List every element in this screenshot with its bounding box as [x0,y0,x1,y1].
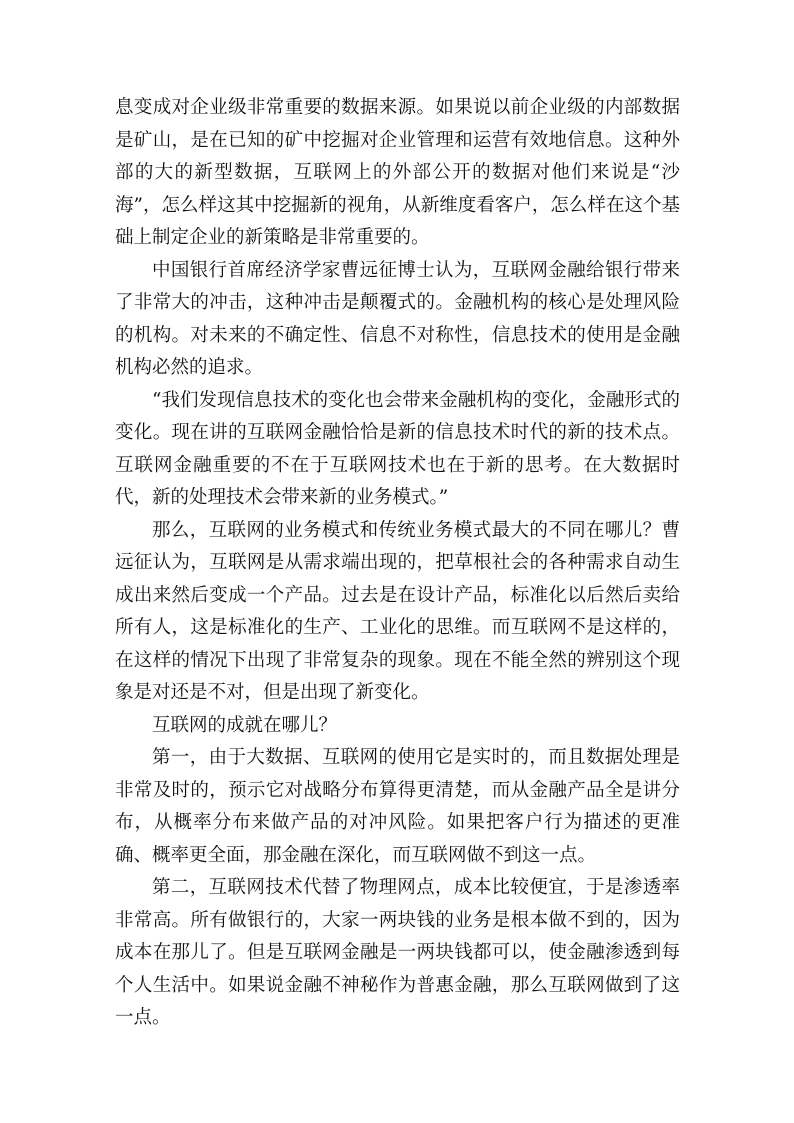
paragraph-2: 中国银行首席经济学家曹远征博士认为，互联网金融给银行带来了非常大的冲击，这种冲击是颠覆式的。金融机构的核心是处理风险的机构。对未来的不确定性、信息不对称性，信息技术的使用是金融机构必然的追求。 [115,259,680,378]
document-body [115,92,680,1035]
paragraph-1: 息变成对企业级非常重要的数据来源。如果说以前企业级的内部数据是矿山，是在已知的矿中挖掘对企业管理和运营有效地信息。这种外部的大的新型数据，互联网上的外部公开的数据对他们来说是“沙海”，怎么样这其中挖掘新的视角，从新维度看客户，怎么样在这个基础上制定企业的新策略是非常重要的。 [115,97,680,248]
paragraph-6-point-one: 第一，由于大数据、互联网的使用它是实时的，而且数据处理是非常及时的，预示它对战略分布算得更清楚，而从金融产品全是讲分布，从概率分布来做产品的对冲风险。如果把客户行为描述的更准确、概率更全面，那金融在深化，而互联网做不到这一点。 [115,747,680,866]
paragraph-4: 那么，互联网的业务模式和传统业务模式最大的不同在哪儿？曹远征认为，互联网是从需求端出现的，把草根社会的各种需求自动生成出来然后变成一个产品。过去是在设计产品，标准化以后然后卖给所有人，这是标准化的生产、工业化的思维。而互联网不是这样的，在这样的情况下出现了非常复杂的现象。现在不能全然的辨别这个现象是对还是不对，但是出现了新变化。 [115,519,680,703]
paragraph-7-point-two: 第二，互联网技术代替了物理网点，成本比较便宜，于是渗透率非常高。所有做银行的，大家一两块钱的业务是根本做不到的，因为成本在那儿了。但是互联网金融是一两块钱都可以，使金融渗透到每个人生活中。如果说金融不神秘作为普惠金融，那么互联网做到了这一点。 [115,877,680,1028]
paragraph-3-quote: “我们发现信息技术的变化也会带来金融机构的变化，金融形式的变化。现在讲的互联网金融恰恰是新的信息技术时代的新的技术点。 互联网金融重要的不在于互联网技术也在于新的思考。在大数据时代，新的处理技术会带来新的业务模式。” [115,389,680,508]
paragraph-5-question: 互联网的成就在哪儿？ [152,714,338,736]
